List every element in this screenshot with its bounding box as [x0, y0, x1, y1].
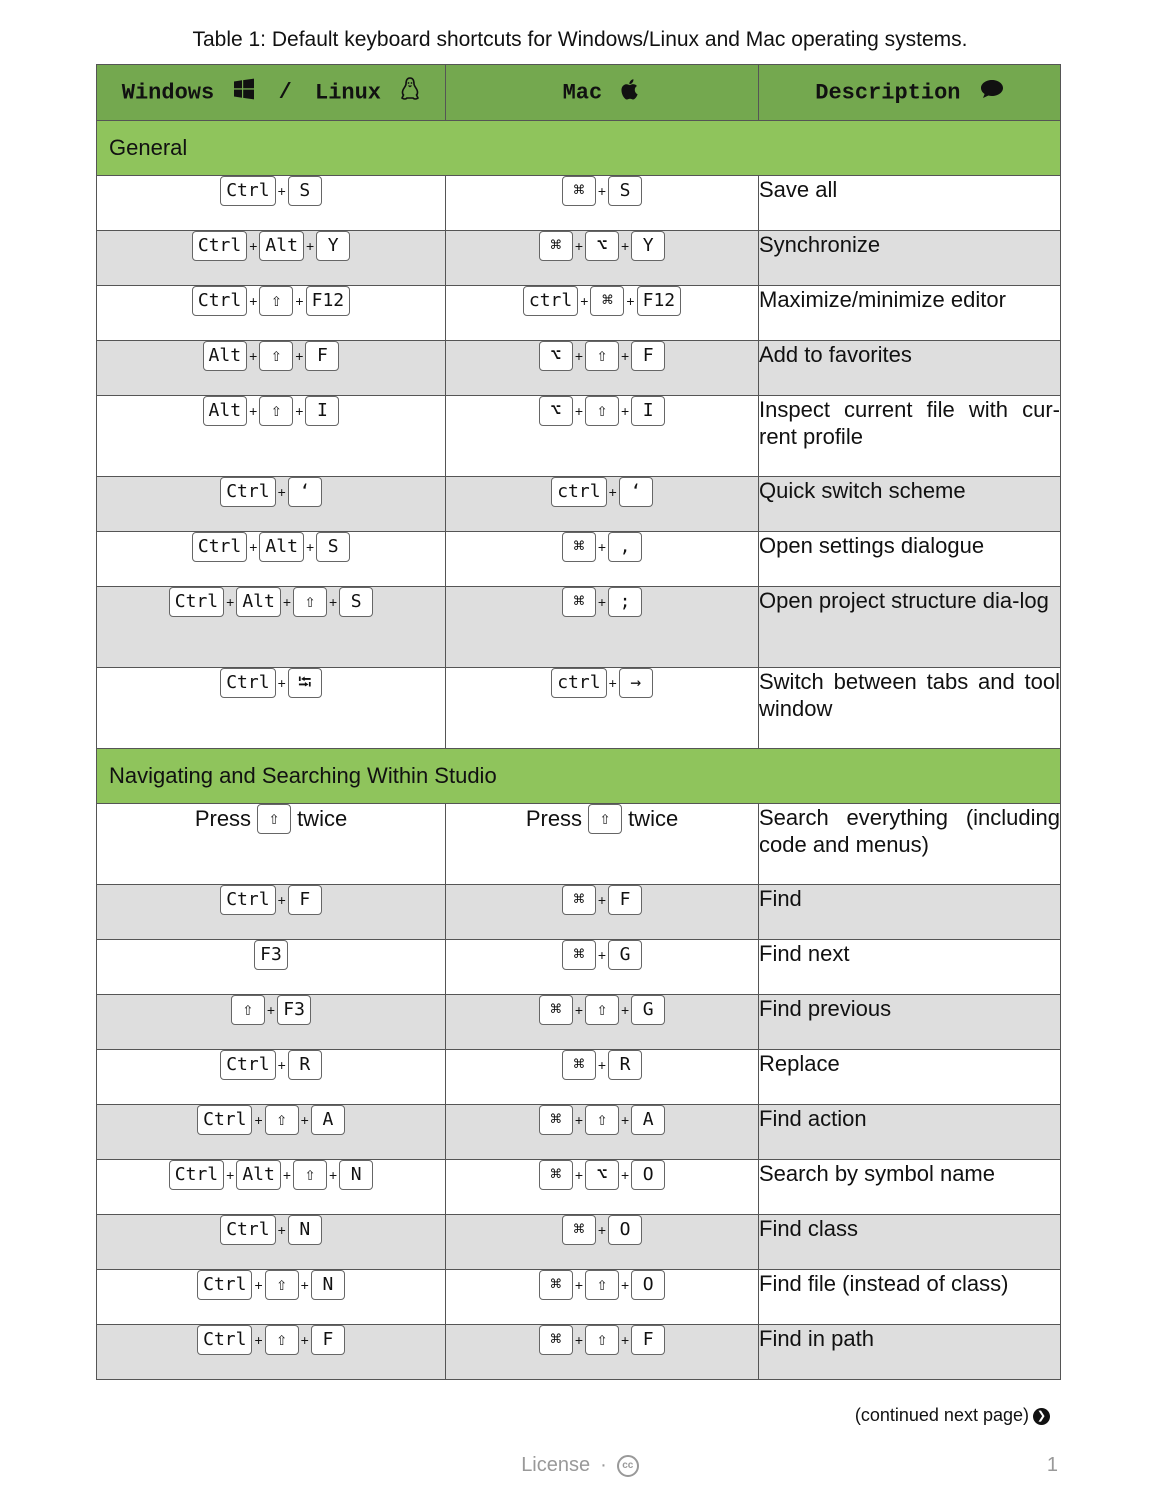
plus-sign: +	[574, 1277, 583, 1293]
keycap: ⇧	[585, 1105, 619, 1135]
plus-sign: +	[226, 594, 235, 610]
keycap: ⇧	[257, 804, 291, 834]
keycap: F	[305, 341, 339, 371]
header-mac-label: Mac	[562, 80, 603, 106]
keycap: ⇧	[585, 341, 619, 371]
keycap: N	[339, 1160, 373, 1190]
keycap: Ctrl	[169, 1160, 224, 1190]
keycap: Ctrl	[169, 587, 224, 617]
continued-next-page	[855, 1405, 1050, 1426]
keycap: Ctrl	[192, 532, 247, 562]
plus-sign: +	[574, 403, 583, 419]
keycap: Ctrl	[220, 1215, 275, 1245]
keycap: O	[631, 1270, 665, 1300]
keycap: A	[311, 1105, 345, 1135]
keycap: ⇧	[259, 396, 293, 426]
page-footer	[0, 1454, 1160, 1477]
keycap: ⌥	[585, 231, 619, 261]
keycap: F	[288, 885, 322, 915]
plus-sign: +	[254, 1112, 263, 1128]
keycap: ‘	[619, 477, 653, 507]
plus-sign: +	[329, 594, 338, 610]
plus-sign: +	[277, 1057, 286, 1073]
plus-sign: +	[574, 1112, 583, 1128]
mac-shortcut	[446, 995, 759, 1050]
shortcuts-body	[97, 121, 1061, 1380]
plus-sign: +	[295, 348, 304, 364]
windows-linux-shortcut	[97, 532, 446, 587]
keycap: Alt	[259, 532, 304, 562]
keycap: F12	[637, 286, 682, 316]
plus-sign: +	[597, 1222, 607, 1238]
keycap: S	[288, 176, 322, 206]
table-row	[97, 804, 1061, 885]
keycap: F3	[254, 940, 288, 970]
windows-linux-shortcut	[97, 231, 446, 286]
plus-sign: +	[621, 403, 630, 419]
mac-shortcut	[446, 1270, 759, 1325]
keycap: Ctrl	[197, 1105, 252, 1135]
table-row	[97, 940, 1061, 995]
section-title: Navigating and Searching Within Studio	[97, 749, 1061, 804]
twice-label: twice	[628, 806, 679, 831]
table-row	[97, 1325, 1061, 1380]
keycap: Ctrl	[192, 231, 247, 261]
windows-linux-shortcut	[97, 286, 446, 341]
mac-shortcut	[446, 1325, 759, 1380]
mac-shortcut	[446, 176, 759, 231]
keycap: ⌥	[539, 396, 573, 426]
mac-shortcut	[446, 940, 759, 995]
plus-sign: +	[574, 238, 583, 254]
keycap: ⌥	[585, 1160, 619, 1190]
keycap: N	[288, 1215, 322, 1245]
plus-sign: +	[249, 539, 258, 555]
keycap: I	[305, 396, 339, 426]
keycap: ⭾	[288, 668, 322, 698]
shortcut-description: Find file (instead of class)	[759, 1270, 1061, 1325]
plus-sign: +	[597, 594, 607, 610]
keycap: ⌘	[539, 1160, 573, 1190]
table-caption: Table 1: Default keyboard shortcuts for Windows/Linux and Mac operating systems.	[192, 28, 968, 51]
mac-shortcut	[446, 1105, 759, 1160]
plus-sign: +	[249, 238, 258, 254]
windows-linux-shortcut	[97, 1325, 446, 1380]
plus-sign: +	[574, 1167, 583, 1183]
keycap: ,	[608, 532, 642, 562]
windows-linux-shortcut	[97, 940, 446, 995]
shortcut-description: Find action	[759, 1105, 1061, 1160]
table-row	[97, 1105, 1061, 1160]
windows-linux-shortcut	[97, 885, 446, 940]
keycap: F	[311, 1325, 345, 1355]
keycap: ⌘	[562, 1050, 596, 1080]
press-label: Press	[194, 806, 252, 831]
keycap: Y	[316, 231, 350, 261]
shortcut-description: Search everything (including code and menus)	[759, 804, 1061, 885]
plus-sign: +	[608, 484, 617, 500]
keycap: S	[339, 587, 373, 617]
shortcut-description: Open project structure dia-log	[759, 587, 1061, 668]
keycap: F12	[306, 286, 351, 316]
mac-shortcut	[446, 1215, 759, 1270]
plus-sign: +	[626, 293, 635, 309]
shortcut-description: Quick switch scheme	[759, 477, 1061, 532]
continued-label: (continued next page)	[854, 1405, 1029, 1425]
plus-sign: +	[574, 1002, 583, 1018]
plus-sign: +	[597, 539, 607, 555]
mac-shortcut	[446, 1160, 759, 1215]
keycap: Alt	[236, 1160, 281, 1190]
plus-sign: +	[300, 1332, 309, 1348]
plus-sign: +	[282, 594, 292, 610]
plus-sign: +	[295, 403, 304, 419]
shortcut-description: Replace	[759, 1050, 1061, 1105]
plus-sign: +	[574, 348, 583, 364]
keycap: G	[608, 940, 642, 970]
mac-shortcut	[446, 804, 759, 885]
shortcut-description: Synchronize	[759, 231, 1061, 286]
keycap: Ctrl	[197, 1270, 252, 1300]
mac-shortcut	[446, 231, 759, 286]
plus-sign: +	[300, 1112, 309, 1128]
arrow-circle-icon: ❯	[1033, 1408, 1050, 1425]
table-row	[97, 885, 1061, 940]
keycap: ⇧	[259, 286, 293, 316]
windows-linux-shortcut	[97, 1105, 446, 1160]
table-row	[97, 532, 1061, 587]
keycap: Ctrl	[220, 1050, 275, 1080]
keycap: ⌘	[562, 1215, 596, 1245]
keycap: ctrl	[523, 286, 578, 316]
mac-shortcut	[446, 1050, 759, 1105]
mac-shortcut	[446, 668, 759, 749]
speech-bubble-icon	[980, 79, 1004, 106]
mac-shortcut	[446, 587, 759, 668]
plus-sign: +	[621, 1277, 630, 1293]
plus-sign: +	[597, 183, 607, 199]
keycap: F	[631, 341, 665, 371]
page-number: 1	[1046, 1454, 1058, 1476]
keycap: A	[631, 1105, 665, 1135]
shortcut-description: Find class	[759, 1215, 1061, 1270]
keycap: Alt	[203, 396, 248, 426]
keycap: ⇧	[265, 1270, 299, 1300]
table-row	[97, 995, 1061, 1050]
keycap: Alt	[236, 587, 281, 617]
mac-shortcut	[446, 532, 759, 587]
plus-sign: +	[249, 403, 258, 419]
keycap: I	[631, 396, 665, 426]
license-link[interactable]: License	[521, 1454, 591, 1476]
section-header-row	[97, 749, 1061, 804]
shortcut-description: Search by symbol name	[759, 1160, 1061, 1215]
keycap: ⌘	[590, 286, 624, 316]
keycap: ⇧	[293, 1160, 327, 1190]
keycap: ⇧	[588, 804, 622, 834]
keycap: Ctrl	[192, 286, 247, 316]
keycap: Y	[631, 231, 665, 261]
table-row	[97, 286, 1061, 341]
keycap: ⌘	[562, 532, 596, 562]
keycap: R	[608, 1050, 642, 1080]
plus-sign: +	[597, 892, 607, 908]
plus-sign: +	[305, 238, 315, 254]
plus-sign: +	[574, 1332, 583, 1348]
press-label: Press	[525, 806, 583, 831]
keycap: O	[608, 1215, 642, 1245]
keycap: ⌘	[539, 1270, 573, 1300]
plus-sign: +	[329, 1167, 338, 1183]
keycap: ⌘	[562, 885, 596, 915]
table-row	[97, 587, 1061, 668]
plus-sign: +	[621, 1112, 630, 1128]
windows-linux-shortcut	[97, 341, 446, 396]
keycap: ⌘	[562, 587, 596, 617]
shortcut-description: Save all	[759, 176, 1061, 231]
table-row	[97, 231, 1061, 286]
windows-icon	[233, 78, 255, 107]
table-row	[97, 341, 1061, 396]
windows-linux-shortcut	[97, 176, 446, 231]
keycap: →	[619, 668, 653, 698]
keycap: ctrl	[551, 477, 606, 507]
header-description-label: Description	[815, 80, 961, 106]
keycap: ⇧	[265, 1325, 299, 1355]
keycap: Ctrl	[220, 176, 275, 206]
windows-linux-shortcut	[97, 396, 446, 477]
plus-sign: +	[608, 675, 617, 691]
keycap: Ctrl	[220, 477, 275, 507]
keycap: O	[631, 1160, 665, 1190]
plus-sign: +	[254, 1332, 263, 1348]
shortcut-description: Find in path	[759, 1325, 1061, 1380]
shortcut-description: Find next	[759, 940, 1061, 995]
keycap: F3	[277, 995, 311, 1025]
keycap: ⌘	[539, 995, 573, 1025]
keycap: ⇧	[259, 341, 293, 371]
mac-shortcut	[446, 396, 759, 477]
plus-sign: +	[277, 183, 286, 199]
creative-commons-icon: cc	[617, 1455, 639, 1477]
windows-linux-shortcut	[97, 587, 446, 668]
plus-sign: +	[621, 348, 630, 364]
header-linux-label: Linux	[315, 80, 382, 106]
table-row	[97, 477, 1061, 532]
shortcut-description: Find previous	[759, 995, 1061, 1050]
plus-sign: +	[282, 1167, 292, 1183]
plus-sign: +	[277, 892, 286, 908]
keycap: ⇧	[585, 995, 619, 1025]
keycap: Ctrl	[220, 885, 275, 915]
keycap: ⇧	[585, 1270, 619, 1300]
plus-sign: +	[621, 1002, 630, 1018]
keycap: ⇧	[585, 396, 619, 426]
plus-sign: +	[277, 484, 286, 500]
header-windows-linux	[97, 65, 446, 121]
keycap: S	[608, 176, 642, 206]
plus-sign: +	[621, 1167, 630, 1183]
keycap: ⌘	[539, 1105, 573, 1135]
mac-shortcut	[446, 477, 759, 532]
plus-sign: +	[295, 293, 304, 309]
shortcut-description: Open settings dialogue	[759, 532, 1061, 587]
plus-sign: +	[305, 539, 315, 555]
keycap: ⇧	[265, 1105, 299, 1135]
keycap: ⌘	[562, 940, 596, 970]
windows-linux-shortcut	[97, 477, 446, 532]
keycap: ⇧	[585, 1325, 619, 1355]
header-row	[97, 65, 1061, 121]
keycap: ⌘	[539, 231, 573, 261]
apple-icon	[621, 78, 641, 107]
table-row	[97, 396, 1061, 477]
section-header-row	[97, 121, 1061, 176]
shortcut-description: Inspect current file with cur-rent profile	[759, 396, 1061, 477]
header-description	[759, 65, 1061, 121]
plus-sign: +	[300, 1277, 309, 1293]
section-title: General	[97, 121, 1061, 176]
keycap: ‘	[288, 477, 322, 507]
windows-linux-shortcut	[97, 1050, 446, 1105]
windows-linux-shortcut	[97, 804, 446, 885]
windows-linux-shortcut	[97, 1270, 446, 1325]
plus-sign: +	[249, 293, 258, 309]
windows-linux-shortcut	[97, 1215, 446, 1270]
plus-sign: +	[621, 1332, 630, 1348]
keycap: ctrl	[551, 668, 606, 698]
keycap: N	[311, 1270, 345, 1300]
table-row	[97, 1215, 1061, 1270]
keycap: ⌥	[539, 341, 573, 371]
keycap: R	[288, 1050, 322, 1080]
shortcut-description: Find	[759, 885, 1061, 940]
table-row	[97, 1160, 1061, 1215]
shortcut-description: Switch between tabs and tool window	[759, 668, 1061, 749]
keycap: ;	[608, 587, 642, 617]
keycap: ⇧	[293, 587, 327, 617]
mac-shortcut	[446, 286, 759, 341]
footer-dot: ·	[600, 1454, 607, 1476]
plus-sign: +	[254, 1277, 263, 1293]
plus-sign: +	[621, 238, 630, 254]
plus-sign: +	[597, 1057, 607, 1073]
keycap: S	[316, 532, 350, 562]
shortcut-description: Maximize/minimize editor	[759, 286, 1061, 341]
plus-sign: +	[266, 1002, 276, 1018]
keycap: Alt	[203, 341, 248, 371]
mac-shortcut	[446, 341, 759, 396]
header-separator: /	[278, 80, 292, 106]
keycap: F	[608, 885, 642, 915]
table-row	[97, 668, 1061, 749]
keycap: Ctrl	[220, 668, 275, 698]
plus-sign: +	[277, 1222, 286, 1238]
linux-tux-icon	[400, 77, 420, 108]
table-row	[97, 1270, 1061, 1325]
shortcuts-table	[96, 64, 1061, 1380]
mac-shortcut	[446, 885, 759, 940]
keycap: ⇧	[231, 995, 265, 1025]
windows-linux-shortcut	[97, 1160, 446, 1215]
header-windows-label: Windows	[121, 80, 215, 106]
keycap: Alt	[259, 231, 304, 261]
keycap: F	[631, 1325, 665, 1355]
twice-label: twice	[297, 806, 348, 831]
plus-sign: +	[597, 947, 607, 963]
keycap: ⌘	[539, 1325, 573, 1355]
plus-sign: +	[249, 348, 258, 364]
header-mac	[446, 65, 759, 121]
plus-sign: +	[580, 293, 589, 309]
keycap: Ctrl	[197, 1325, 252, 1355]
windows-linux-shortcut	[97, 995, 446, 1050]
table-row	[97, 1050, 1061, 1105]
table-row	[97, 176, 1061, 231]
plus-sign: +	[226, 1167, 235, 1183]
windows-linux-shortcut	[97, 668, 446, 749]
keycap: ⌘	[562, 176, 596, 206]
keycap: G	[631, 995, 665, 1025]
plus-sign: +	[277, 675, 286, 691]
shortcut-description: Add to favorites	[759, 341, 1061, 396]
